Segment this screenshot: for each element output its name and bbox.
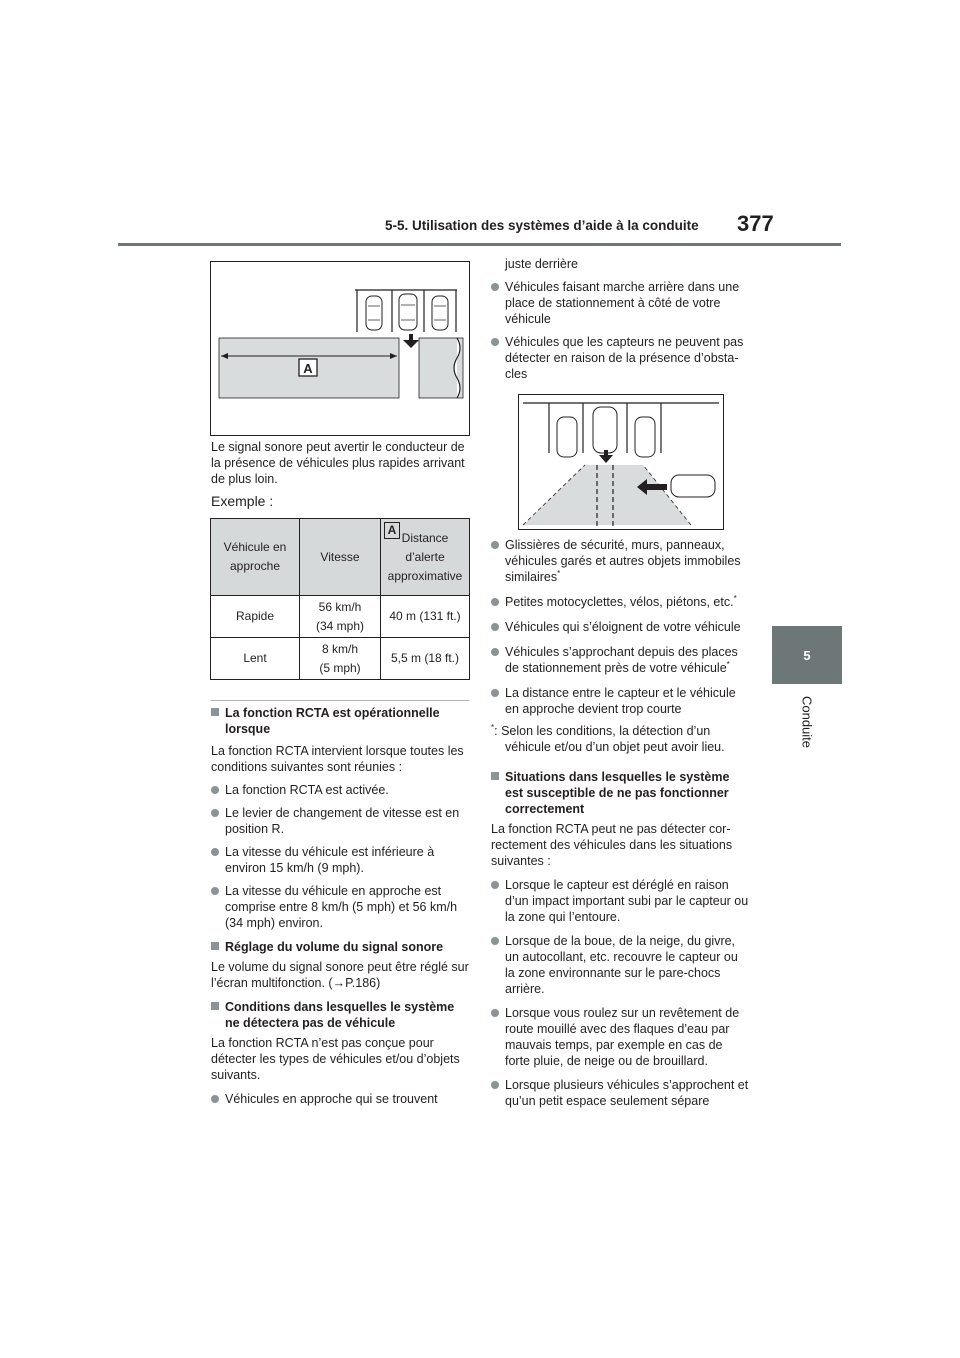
footnote: *: Selon les conditions, la détection d’un véhicule et/ou d’un objet peut avoir lieu. bbox=[491, 722, 725, 754]
list-item: Lorsque plusieurs véhicules s’approchent et qu’un petit espace seulement sépare bbox=[491, 1077, 749, 1109]
row2-distance: 5,5 m (18 ft.) bbox=[381, 638, 470, 680]
list-item: Lorsque vous roulez sur un revêtement de route mouillé avec des flaques d’eau par mauvais temps, par exemple en cas de forte pluie, de neige ou de brouillard. bbox=[491, 1005, 749, 1069]
continued-text: juste derrière bbox=[505, 257, 578, 271]
volume-body: Le volume du signal sonore peut être réglé sur l’écran multifonction. (→P.186) bbox=[211, 960, 469, 990]
list-item: La vitesse du véhicule est inférieure à environ 15 km/h (9 mph). bbox=[211, 844, 469, 876]
section-no-detection: Conditions dans lesquelles le système ne détectera pas de véhicule bbox=[211, 999, 469, 1031]
row2-speed: 8 km/h (5 mph) bbox=[300, 638, 381, 680]
th-speed: Vitesse bbox=[300, 519, 381, 596]
list-item: Véhicules en approche qui se trouvent bbox=[211, 1091, 469, 1107]
malfunction-body: La fonction RCTA peut ne pas détecter cor-rectement des véhicules dans les situations suivantes : bbox=[491, 822, 733, 868]
list-item: Petites motocyclettes, vélos, piétons, etc.* bbox=[491, 594, 749, 610]
page-ref-arrow: → bbox=[332, 976, 346, 990]
right-list bbox=[491, 537, 749, 1109]
rcta-operational-body: La fonction RCTA intervient lorsque toutes les conditions suivantes sont réunies : bbox=[211, 744, 464, 774]
list-item: Véhicules faisant marche arrière dans une place de stationnement à côté de votre véhicule bbox=[491, 279, 749, 327]
right-top bbox=[491, 256, 749, 382]
row1-speed: 56 km/h (34 mph) bbox=[300, 596, 381, 638]
chapter-number: 5 bbox=[803, 647, 811, 663]
list-item: Véhicules qui s’éloignent de votre véhicule bbox=[491, 619, 749, 635]
obstacle-diagram bbox=[519, 395, 723, 529]
figure-label-a: A bbox=[303, 361, 313, 376]
page-number: 377 bbox=[737, 211, 774, 236]
header-label-a: A bbox=[384, 522, 400, 539]
chapter-label: Conduite bbox=[799, 695, 815, 749]
no-detection-body: La fonction RCTA n’est pas conçue pour détecter les types de véhicules et/ou d’objets suivants. bbox=[211, 1036, 460, 1082]
rcta-obstacle-figure bbox=[518, 394, 724, 530]
row1-type: Rapide bbox=[211, 596, 300, 638]
left-intro bbox=[211, 439, 469, 509]
list-item: Lorsque de la boue, de la neige, du givre, un autocollant, etc. recouvre le capteur ou la zone environnante sur le pare-chocs arrière. bbox=[491, 933, 749, 997]
header-rule bbox=[118, 243, 841, 246]
section-divider bbox=[211, 700, 469, 701]
list-item: Le levier de changement de vitesse est en position R. bbox=[211, 805, 469, 837]
list-item: La fonction RCTA est activée. bbox=[211, 782, 469, 798]
chapter-tab[interactable] bbox=[772, 626, 842, 684]
list-item: La vitesse du véhicule en approche est comprise entre 8 km/h (5 mph) et 56 km/h (34 mph) environ. bbox=[211, 883, 469, 931]
list-item: Lorsque le capteur est déréglé en raison d’un impact important subi par le capteur ou la zone qui l’entoure. bbox=[491, 877, 749, 925]
list-item: La distance entre le capteur et le véhicule en approche devient trop courte bbox=[491, 685, 749, 717]
rcta-range-figure bbox=[210, 261, 470, 436]
example-label: Exemple : bbox=[211, 493, 274, 509]
section-volume: Réglage du volume du signal sonore bbox=[211, 939, 469, 955]
left-sections bbox=[211, 705, 469, 1107]
list-item: Véhicules s’approchant depuis des places de stationnement près de votre véhicule* bbox=[491, 644, 749, 676]
th-vehicle: Véhicule en approche bbox=[211, 519, 300, 596]
intro-text: Le signal sonore peut avertir le conducteur de la présence de véhicules plus rapides arrivant de plus loin. bbox=[211, 440, 465, 486]
page-ref-link[interactable]: P.186) bbox=[345, 976, 381, 990]
section-rcta-operational: La fonction RCTA est opérationnelle lorsque bbox=[211, 705, 469, 737]
list-item: Véhicules que les capteurs ne peuvent pas détecter en raison de la présence d’obsta-cles bbox=[491, 334, 749, 382]
section-title: 5-5. Utilisation des systèmes d’aide à la conduite bbox=[385, 218, 699, 233]
row2-type: Lent bbox=[211, 638, 300, 680]
row1-distance: 40 m (131 ft.) bbox=[381, 596, 470, 638]
range-diagram bbox=[211, 262, 469, 435]
list-item: Glissières de sécurité, murs, panneaux, véhicules garés et autres objets immobiles similaires* bbox=[491, 537, 749, 585]
th-distance: A Distance d’alerte approximative bbox=[381, 519, 470, 596]
section-malfunction: Situations dans lesquelles le système est susceptible de ne pas fonctionner correctement bbox=[491, 769, 749, 817]
speed-table bbox=[210, 518, 470, 680]
